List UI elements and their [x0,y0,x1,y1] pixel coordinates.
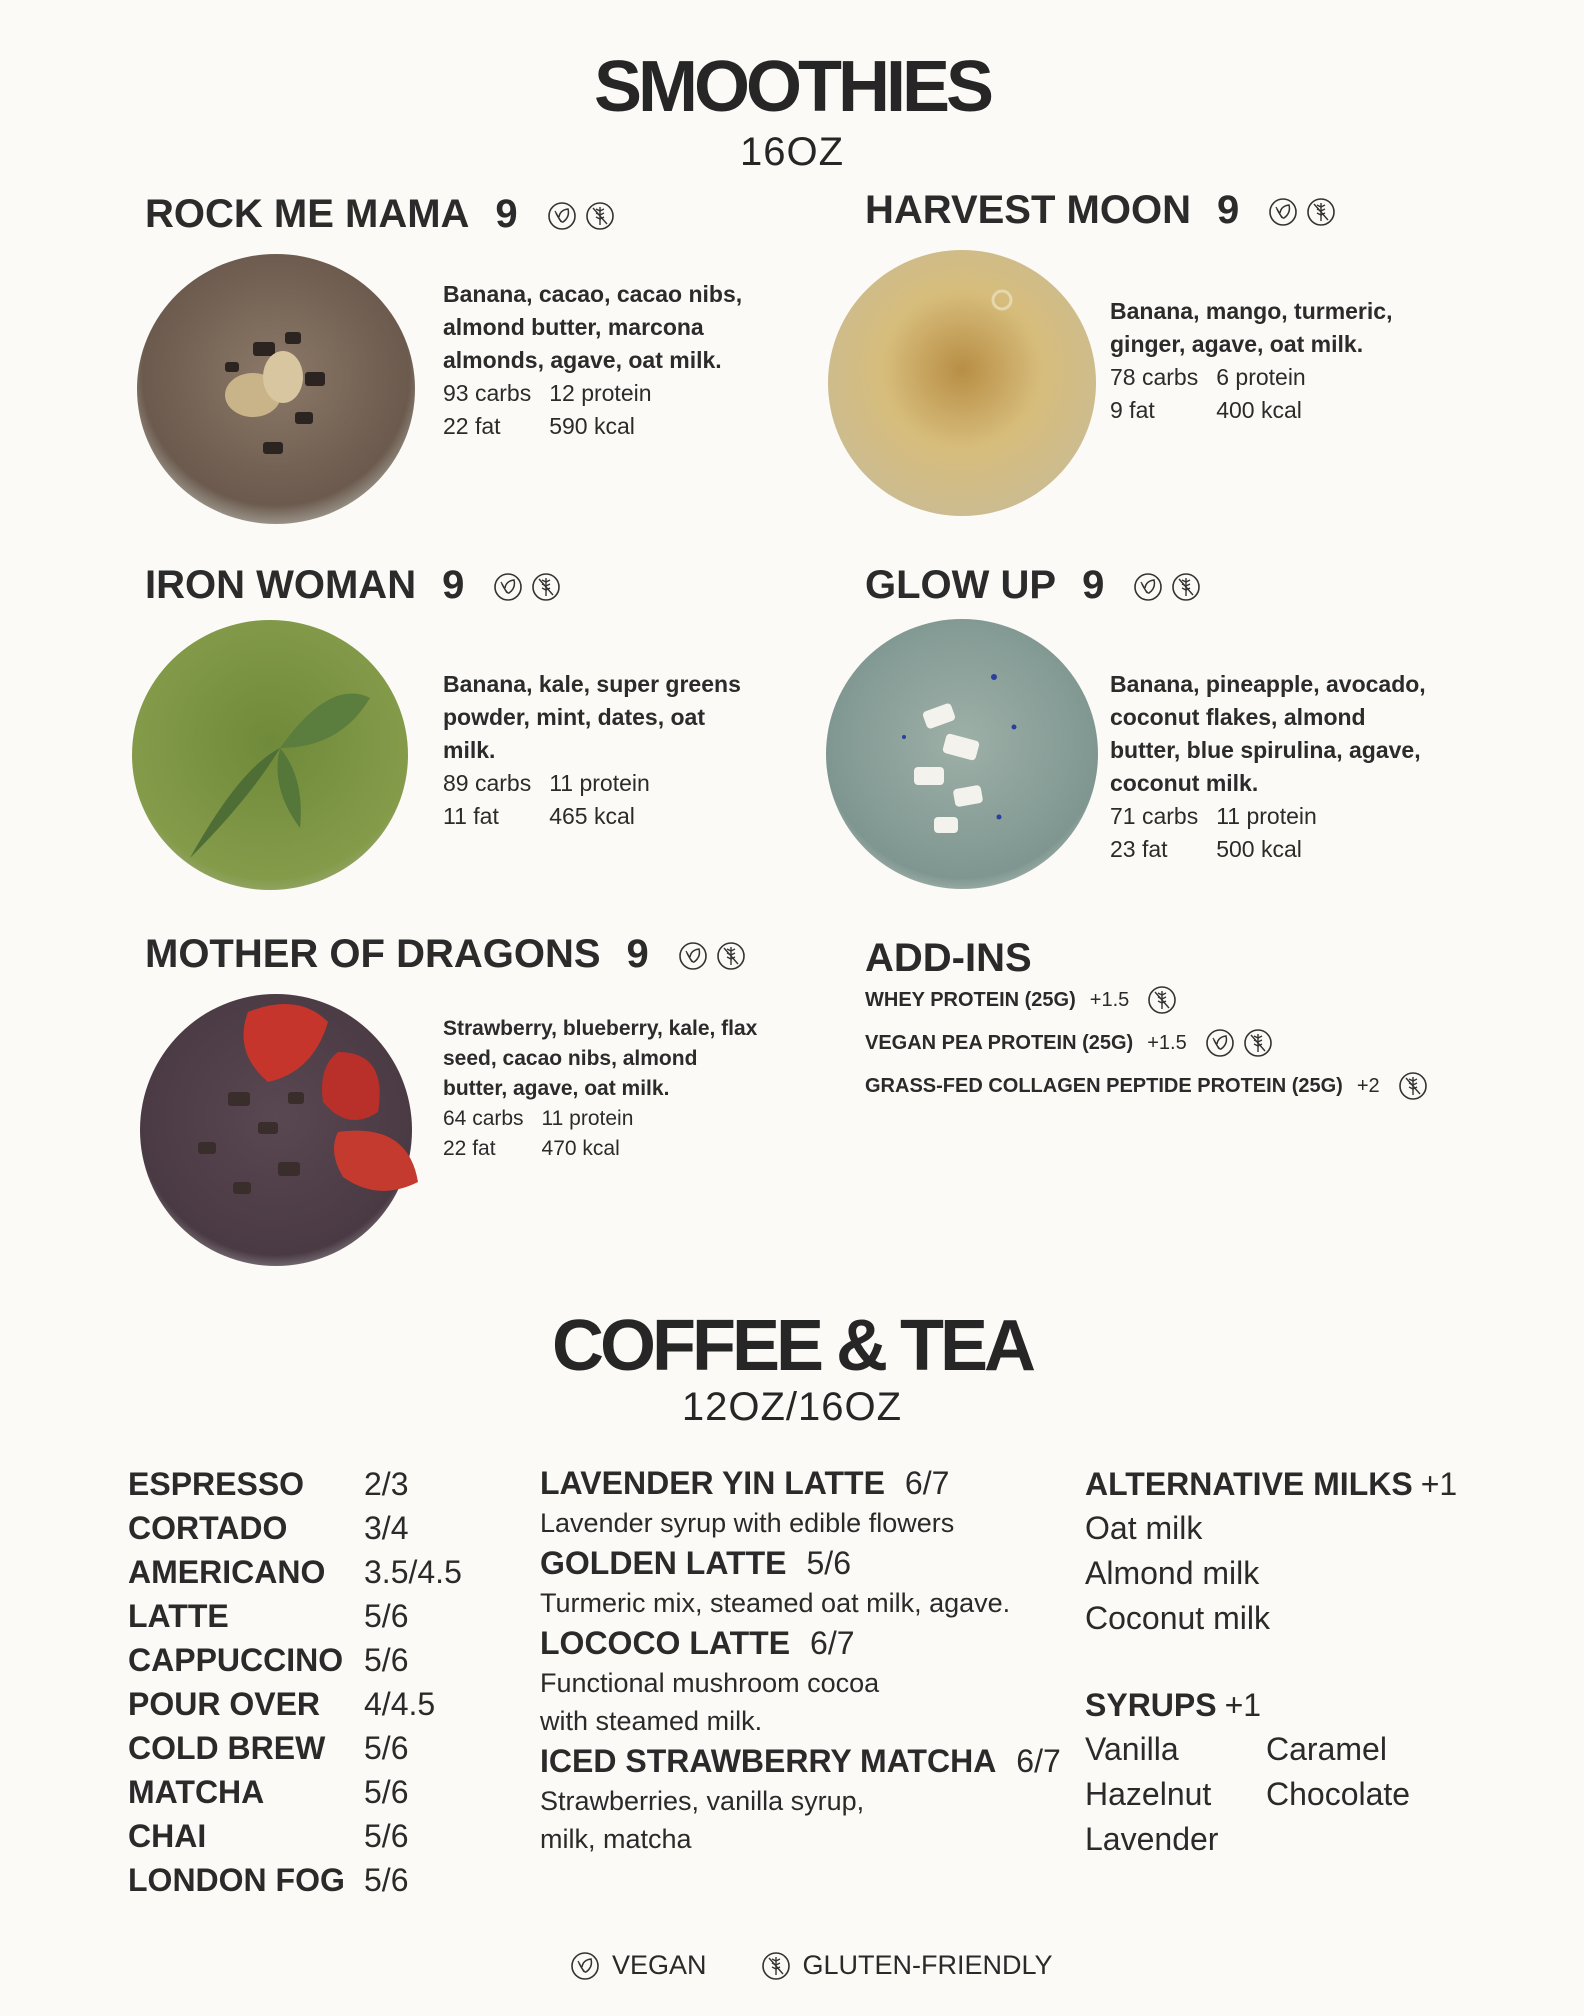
special-desc: Lavender syrup with edible flowers [540,1508,955,1538]
smoothie-photo-mother-of-dragons [138,992,422,1268]
smoothie-name-rock-me-mama: ROCK ME MAMA 9 [145,192,615,237]
legend [570,1950,1053,1981]
smoothie-desc-mother-of-dragons: Strawberry, blueberry, kale, flax seed, cacao nibs, almond butter, agave, oat milk. 64 carbs 11 protein 22 fat 470 kcal [443,1017,758,1160]
smoothie-price: 9 [442,563,465,607]
gluten-friendly-icon [585,201,615,231]
alt-milk-item: Coconut milk [1085,1600,1270,1636]
alt-milk-item: Oat milk [1085,1510,1203,1546]
vegan-icon [1133,572,1163,602]
gluten-friendly-icon [1171,572,1201,602]
smoothie-price: 9 [495,192,518,236]
smoothie-desc-harvest-moon: Banana, mango, turmeric, ginger, agave, oat milk. 78 carbs 6 protein 9 fat 400 kcal [1110,298,1393,423]
alt-milks-section [1085,1462,1457,1641]
vegan-icon [1205,1028,1235,1058]
syrup-item: Chocolate [1266,1776,1411,1812]
special-name: ICED STRAWBERRY MATCHA 6/7 [540,1743,1061,1779]
addins-list [865,985,1428,1114]
gluten-friendly-icon [1243,1028,1273,1058]
smoothies-title: SMOOTHIES [593,47,991,127]
gluten-friendly-icon [1306,197,1336,227]
coffee-item: AMERICANO 3.5/4.5 [128,1554,462,1590]
coffee-item: COLD BREW 5/6 [128,1730,409,1766]
coffee-item: LATTE 5/6 [128,1598,409,1634]
coffee-title: COFFEE & TEA [551,1306,1032,1386]
smoothie-photo-glow-up [824,617,1100,891]
coffee-item: POUR OVER 4/4.5 [128,1686,436,1722]
gluten-friendly-icon [531,572,561,602]
coffee-size: 12OZ/16OZ [681,1385,903,1429]
addins-title: ADD-INS [865,936,1032,980]
coffee-specials-list [540,1462,1061,1858]
special-desc: milk, matcha [540,1824,692,1854]
special-name: GOLDEN LATTE 5/6 [540,1545,851,1581]
vegan-icon [1268,197,1298,227]
gluten-friendly-icon [1398,1071,1428,1101]
special-desc: Turmeric mix, steamed oat milk, agave. [540,1588,1011,1618]
smoothie-desc-glow-up: Banana, pineapple, avocado, coconut flakes, almond butter, blue spirulina, agave, coconut milk. 71 carbs 11 protein 23 fat 500 kcal [1110,671,1426,862]
coffee-item: ESPRESSO 2/3 [128,1466,409,1502]
smoothie-desc-iron-woman: Banana, kale, super greens powder, mint, dates, oat milk. 89 carbs 11 protein 11 fat 465 kcal [443,671,741,829]
gluten-friendly-icon [761,1951,791,1981]
vegan-icon [570,1951,600,1981]
coffee-item: MATCHA 5/6 [128,1774,409,1810]
special-desc: Strawberries, vanilla syrup, [540,1786,865,1816]
alt-milks-title: ALTERNATIVE MILKS +1 [1085,1466,1458,1502]
syrup-item: Vanilla [1085,1731,1179,1767]
gluten-friendly-icon [716,941,746,971]
vegan-icon [678,941,708,971]
alt-milk-item: Almond milk [1085,1555,1260,1591]
smoothie-photo-rock-me-mama [135,252,417,526]
addin-whey: WHEY PROTEIN (25G) +1.5 [865,985,1428,1015]
smoothie-price: 9 [1216,188,1240,232]
special-name: LOCOCO LATTE 6/7 [540,1625,855,1661]
coffee-item: CHAI 5/6 [128,1818,409,1854]
coffee-item: CORTADO 3/4 [128,1510,409,1546]
addin-collagen: GRASS-FED COLLAGEN PEPTIDE PROTEIN (25G) +2 [865,1071,1428,1101]
vegan-icon [547,201,577,231]
smoothie-photo-iron-woman [130,618,410,892]
smoothie-photo-harvest-moon [826,248,1098,518]
smoothie-price: 9 [626,932,649,976]
smoothie-price: 9 [1082,563,1105,607]
gluten-friendly-icon [1147,985,1177,1015]
smoothie-name-harvest-moon: HARVEST MOON 9 [865,188,1336,233]
syrups-title: SYRUPS +1 [1085,1687,1262,1723]
smoothie-name-iron-woman: IRON WOMAN 9 [145,563,561,608]
smoothie-name-mother-of-dragons: MOTHER OF DRAGONS 9 [145,932,746,977]
syrups-section [1085,1683,1410,1862]
legend-gluten-friendly: GLUTEN-FRIENDLY [802,1950,1053,1980]
addin-vegan-pea: VEGAN PEA PROTEIN (25G) +1.5 [865,1028,1428,1058]
special-name: LAVENDER YIN LATTE 6/7 [540,1465,950,1501]
syrup-item: Caramel [1266,1731,1387,1767]
smoothies-size: 16OZ [739,130,845,174]
smoothie-name-glow-up: GLOW UP 9 [865,563,1201,608]
syrup-item: Hazelnut [1085,1776,1212,1812]
legend-vegan: VEGAN [612,1950,707,1980]
vegan-icon [493,572,523,602]
special-desc: Functional mushroom cocoa [540,1668,880,1698]
coffee-basics-list [128,1462,462,1902]
syrup-item: Lavender [1085,1821,1219,1857]
smoothie-desc-rock-me-mama: Banana, cacao, cacao nibs, almond butter, marcona almonds, agave, oat milk. 93 carbs 12 protein 22 fat 590 kcal [443,281,743,439]
special-desc: with steamed milk. [540,1706,763,1736]
coffee-item: CAPPUCCINO 5/6 [128,1642,409,1678]
coffee-item: LONDON FOG 5/6 [128,1862,409,1898]
